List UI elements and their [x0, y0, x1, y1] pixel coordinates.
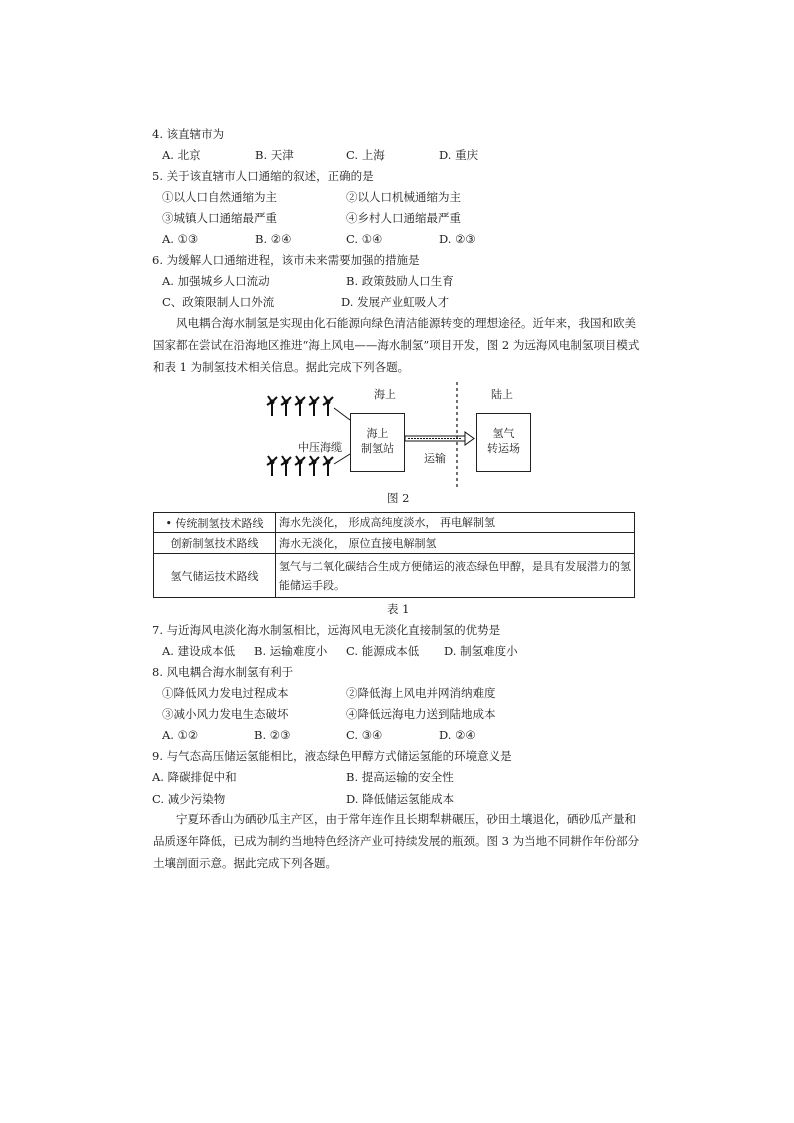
cable-label: 中压海缆 [298, 441, 342, 454]
cable-line-bottom [334, 454, 350, 464]
hydrogen-terminal-label: 氢气 转运场 [487, 427, 520, 455]
table-row [154, 533, 635, 554]
question-9-stem: 9. 与气态高压储运氢能相比，液态绿色甲醇方式储运氢能的环境意义是 [152, 749, 512, 763]
q4-option-b: B. 天津 [255, 148, 294, 162]
wind-turbine-icons-bottom [267, 456, 333, 476]
transport-arrow [405, 432, 474, 445]
q7-option-c: C. 能源成本低 [346, 644, 420, 658]
q5-statement-1: ①以人口自然通缩为主 [162, 190, 277, 204]
q4-option-c: C. 上海 [346, 148, 385, 162]
q7-option-d: D. 制氢难度小 [444, 644, 518, 658]
table-cell-value: 氢气与二氧化碳结合生成方便储运的液态绿色甲醇，是具有发展潜力的氢能储运手段。 [276, 554, 635, 598]
transport-label: 运输 [424, 452, 446, 465]
passage-wind-hydrogen [153, 312, 641, 378]
land-label: 陆上 [491, 388, 513, 401]
table-cell-value: 海水无淡化， 原位直接电解制氢 [276, 533, 635, 554]
q7-option-a: A. 建设成本低 [162, 644, 236, 658]
table-row [154, 554, 635, 598]
passage-selenium-melon [153, 808, 641, 874]
question-5-stem: 5. 关于该直辖市人口通缩的叙述，正确的是 [152, 169, 374, 183]
q9-option-b: B. 提高运输的安全性 [346, 770, 454, 784]
offshore-hydrogen-station-label: 海上 制氢站 [361, 427, 394, 455]
q6-option-b: B. 政策鼓励人口生育 [346, 274, 454, 288]
q5-statement-4: ④乡村人口通缩最严重 [346, 211, 461, 225]
q8-statement-4: ④降低远海电力送到陆地成本 [346, 707, 496, 721]
question-7-stem: 7. 与近海风电淡化海水制氢相比，远海风电无淡化直接制氢的优势是 [152, 623, 501, 637]
q6-option-d: D. 发展产业虹吸人才 [341, 295, 450, 309]
q5-option-b: B. ②④ [255, 232, 292, 246]
q6-option-a: A. 加强城乡人口流动 [162, 274, 270, 288]
q9-option-d: D. 降低储运氢能成本 [346, 792, 455, 806]
cable-line-top [334, 408, 350, 420]
q5-option-c: C. ①④ [346, 232, 383, 246]
q5-statement-3: ③城镇人口通缩最严重 [162, 211, 277, 225]
q7-option-b: B. 运输难度小 [254, 644, 328, 658]
passage-wind-hydrogen-text: 风电耦合海水制氢是实现由化石能源向绿色清洁能源转变的理想途径。近年来，我国和欧美国家都在尝试在沿海地区推进“海上风电——海水制氢”项目开发，图 2 为远海风电制氢项目模式和表 1 为制氢技术相关信息。据此完成下列各题。 [153, 316, 640, 374]
q8-option-b: B. ②③ [254, 728, 291, 742]
q8-statement-1: ①降低风力发电过程成本 [162, 686, 289, 700]
table-1-hydrogen-tech [153, 512, 635, 598]
table-row [154, 513, 635, 533]
q8-option-d: D. ②④ [439, 728, 476, 742]
question-8-stem: 8. 风电耦合海水制氢有利于 [152, 665, 294, 679]
table-cell-key: 氢气储运技术路线 [154, 554, 276, 598]
wind-turbine-icons-top [267, 396, 333, 416]
figure-2-caption: 图 2 [387, 491, 410, 505]
question-4-stem: 4. 该直辖市为 [152, 127, 225, 141]
sea-label: 海上 [374, 388, 396, 401]
q8-option-c: C. ③④ [346, 728, 383, 742]
table-cell-key: 创新制氢技术路线 [154, 533, 276, 554]
q4-option-d: D. 重庆 [439, 148, 479, 162]
table-1-caption: 表 1 [387, 602, 410, 616]
q4-option-a: A. 北京 [162, 148, 201, 162]
q5-statement-2: ②以人口机械通缩为主 [346, 190, 461, 204]
offshore-hydrogen-station-box [350, 413, 405, 472]
question-6-stem: 6. 为缓解人口通缩进程，该市未来需要加强的措施是 [152, 253, 420, 267]
q8-statement-2: ②降低海上风电并网消纳难度 [346, 686, 496, 700]
hydrogen-terminal-box [476, 413, 531, 472]
figure-2-diagram [262, 382, 532, 494]
passage-selenium-melon-text: 宁夏环香山为硒砂瓜主产区，由于常年连作且长期犁耕碾压，砂田土壤退化，硒砂瓜产量和品质逐年降低，已成为制约当地特色经济产业可持续发展的瓶颈。图 3 为当地不同耕作年份部分土壤剖面示意。据此完成下列各题。 [153, 812, 640, 870]
q9-option-c: C. 减少污染物 [152, 792, 226, 806]
table-cell-key: • 传统制氢技术路线 [154, 513, 276, 533]
q9-option-a: A. 降碳排促中和 [152, 770, 237, 784]
q6-option-c: C、政策限制人口外流 [162, 295, 275, 309]
q5-option-d: D. ②③ [439, 232, 476, 246]
q8-statement-3: ③减小风力发电生态破坏 [162, 707, 289, 721]
q8-option-a: A. ①② [162, 728, 199, 742]
table-cell-value: 海水先淡化， 形成高纯度淡水， 再电解制氢 [276, 513, 635, 533]
q5-option-a: A. ①③ [162, 232, 199, 246]
